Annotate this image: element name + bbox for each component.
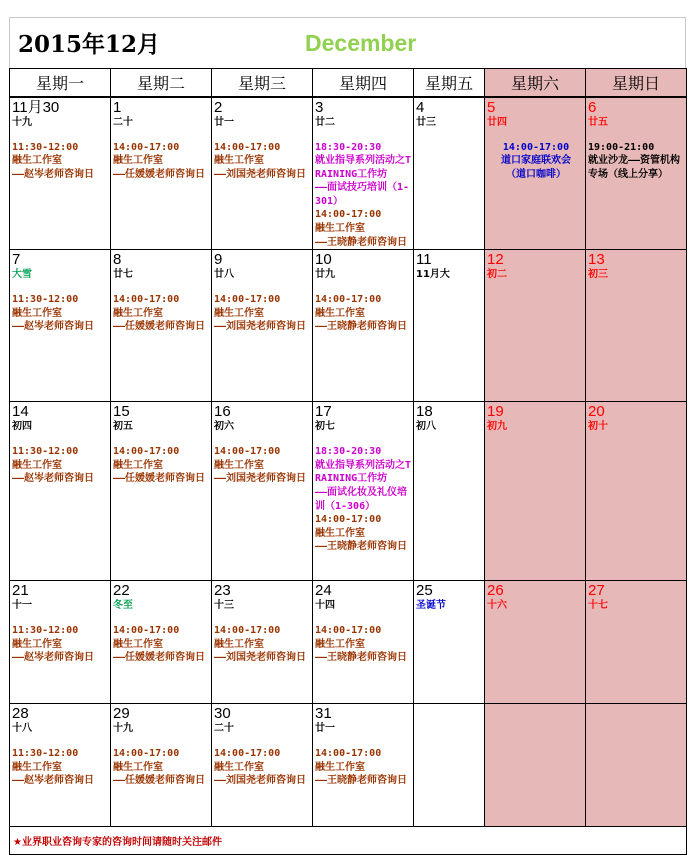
day-number: 15 bbox=[113, 403, 130, 421]
weekday-header: 星期五 bbox=[414, 69, 485, 97]
day-number: 11 bbox=[416, 251, 432, 269]
month-title-english: December bbox=[305, 30, 417, 56]
lunar-date: 初四 bbox=[12, 421, 32, 433]
lunar-date: 十四 bbox=[315, 600, 335, 612]
lunar-date: 十三 bbox=[214, 600, 234, 612]
lunar-date bbox=[588, 722, 686, 736]
day-number: 21 bbox=[12, 582, 29, 600]
day-cell[interactable] bbox=[212, 250, 313, 402]
event-text: 14:00-17:00 融生工作室 ——王晓静老师咨询日 bbox=[315, 514, 408, 553]
day-number: 4 bbox=[416, 98, 425, 116]
event-text: 18:30-20:30 就业指导系列活动之TRAINING工作坊 ——面试技巧培训（1-301） bbox=[315, 141, 412, 207]
day-cell[interactable] bbox=[111, 581, 212, 704]
week-row bbox=[10, 581, 687, 704]
day-number: 12 bbox=[487, 251, 504, 269]
day-cell[interactable] bbox=[111, 402, 212, 581]
day-cell[interactable] bbox=[313, 581, 414, 704]
day-number bbox=[416, 704, 484, 722]
day-cell[interactable] bbox=[586, 704, 687, 827]
event-text: 14:00-17:00 融生工作室 ——王晓静老师咨询日 bbox=[315, 625, 408, 664]
lunar-date: 初七 bbox=[315, 421, 335, 433]
event-text: 14:00-17:00 融生工作室 ——刘国尧老师咨询日 bbox=[214, 748, 307, 787]
day-number: 11月30 bbox=[12, 98, 60, 116]
day-number: 17 bbox=[315, 403, 332, 421]
lunar-date: 廿九 bbox=[315, 269, 335, 281]
day-number: 3 bbox=[315, 98, 324, 116]
weekday-header-row bbox=[10, 69, 687, 97]
lunar-date: 冬至 bbox=[113, 600, 133, 612]
day-number: 8 bbox=[113, 251, 122, 269]
event-text: 14:00-17:00 融生工作室 ——任媛媛老师咨询日 bbox=[113, 141, 206, 180]
day-cell[interactable] bbox=[313, 402, 414, 581]
day-number: 22 bbox=[113, 582, 130, 600]
event-text: 14:00-17:00 融生工作室 ——刘国尧老师咨询日 bbox=[214, 446, 307, 485]
event-text: 11:30-12:00 融生工作室 ——赵岑老师咨询日 bbox=[12, 625, 95, 664]
day-number: 14 bbox=[12, 403, 29, 421]
day-number: 23 bbox=[214, 582, 231, 600]
day-cell[interactable] bbox=[414, 402, 485, 581]
lunar-date: 十九 bbox=[113, 723, 133, 735]
weekday-header: 星期一 bbox=[10, 69, 111, 97]
lunar-date: 十七 bbox=[588, 600, 608, 612]
day-cell[interactable] bbox=[10, 581, 111, 704]
event-text: 14:00-17:00 融生工作室 ——刘国尧老师咨询日 bbox=[214, 141, 307, 180]
day-cell[interactable] bbox=[414, 581, 485, 704]
event-text: 14:00-17:00 融生工作室 ——任媛媛老师咨询日 bbox=[113, 625, 206, 664]
event-text: 11:30-12:00 融生工作室 ——赵岑老师咨询日 bbox=[12, 294, 95, 333]
day-cell[interactable] bbox=[414, 250, 485, 402]
day-number: 30 bbox=[214, 705, 231, 723]
lunar-date: 初二 bbox=[487, 269, 507, 281]
day-cell[interactable] bbox=[212, 581, 313, 704]
lunar-date: 廿五 bbox=[588, 116, 608, 128]
day-number: 28 bbox=[12, 705, 29, 723]
day-number: 27 bbox=[588, 582, 605, 600]
lunar-date: 初六 bbox=[214, 421, 234, 433]
lunar-date: 11月大 bbox=[416, 269, 450, 281]
day-cell[interactable] bbox=[485, 250, 586, 402]
event-text: 14:00-17:00 融生工作室 ——王晓静老师咨询日 bbox=[315, 209, 408, 248]
day-number: 5 bbox=[487, 98, 496, 116]
day-cell[interactable] bbox=[414, 704, 485, 827]
lunar-date: 十八 bbox=[12, 723, 32, 735]
lunar-date: 初五 bbox=[113, 421, 133, 433]
lunar-date bbox=[416, 722, 484, 736]
day-cell[interactable] bbox=[313, 250, 414, 402]
month-title-chinese: 2015年12月 bbox=[18, 31, 161, 58]
weekday-header: 星期日 bbox=[586, 69, 687, 97]
event-text: 14:00-17:00 融生工作室 ——任媛媛老师咨询日 bbox=[113, 294, 206, 333]
lunar-date: 圣诞节 bbox=[416, 600, 446, 612]
lunar-date: 廿八 bbox=[214, 269, 234, 281]
lunar-date: 二十 bbox=[214, 723, 234, 735]
day-number: 31 bbox=[315, 705, 332, 723]
weeks-body bbox=[10, 97, 687, 827]
day-number: 26 bbox=[487, 582, 504, 600]
day-number: 6 bbox=[588, 98, 597, 116]
event-text: 14:00-17:00 融生工作室 ——王晓静老师咨询日 bbox=[315, 748, 408, 787]
lunar-date: 十一 bbox=[12, 600, 32, 612]
day-cell[interactable] bbox=[111, 250, 212, 402]
event-text: 14:00-17:00 融生工作室 ——任媛媛老师咨询日 bbox=[113, 748, 206, 787]
day-cell[interactable] bbox=[313, 97, 414, 250]
lunar-date: 廿一 bbox=[214, 116, 234, 128]
event-text: 14:00-17:00 融生工作室 ——任媛媛老师咨询日 bbox=[113, 446, 206, 485]
lunar-date: 二十 bbox=[113, 116, 133, 128]
calendar-grid bbox=[9, 68, 687, 855]
day-cell[interactable] bbox=[111, 97, 212, 250]
week-row bbox=[10, 97, 687, 250]
day-cell[interactable] bbox=[586, 97, 687, 250]
day-cell[interactable] bbox=[586, 402, 687, 581]
lunar-date bbox=[487, 722, 585, 736]
day-number: 9 bbox=[214, 251, 223, 269]
day-number bbox=[588, 704, 686, 722]
day-cell[interactable] bbox=[485, 97, 586, 250]
event-text: 14:00-17:00 道口家庭联欢会 （道口咖啡） bbox=[501, 141, 571, 180]
day-number: 13 bbox=[588, 251, 605, 269]
event-text: 11:30-12:00 融生工作室 ——赵岑老师咨询日 bbox=[12, 748, 95, 787]
lunar-date: 廿四 bbox=[487, 116, 507, 128]
day-cell[interactable] bbox=[212, 97, 313, 250]
day-number: 19 bbox=[487, 403, 504, 421]
day-cell[interactable] bbox=[10, 704, 111, 827]
day-cell[interactable] bbox=[111, 704, 212, 827]
week-row bbox=[10, 402, 687, 581]
lunar-date: 十六 bbox=[487, 600, 507, 612]
lunar-date: 初九 bbox=[487, 421, 507, 433]
lunar-date: 廿三 bbox=[416, 116, 436, 128]
lunar-date: 十九 bbox=[12, 116, 32, 128]
footer-row bbox=[10, 827, 687, 855]
day-cell[interactable] bbox=[485, 402, 586, 581]
event-text: 18:30-20:30 就业指导系列活动之TRAINING工作坊 ——面试化妆及礼仪培训（1-306） bbox=[315, 446, 412, 512]
lunar-date: 廿七 bbox=[113, 269, 133, 281]
day-cell[interactable] bbox=[414, 97, 485, 250]
title-bar bbox=[9, 17, 686, 68]
event-text: 11:30-12:00 融生工作室 ——赵岑老师咨询日 bbox=[12, 141, 95, 180]
day-number: 18 bbox=[416, 403, 433, 421]
day-number bbox=[487, 704, 585, 722]
week-row bbox=[10, 250, 687, 402]
day-number: 25 bbox=[416, 582, 433, 600]
lunar-date: 廿一 bbox=[315, 723, 335, 735]
day-cell[interactable] bbox=[212, 704, 313, 827]
weekday-header: 星期六 bbox=[485, 69, 586, 97]
day-cell[interactable] bbox=[10, 402, 111, 581]
lunar-date: 初十 bbox=[588, 421, 608, 433]
calendar-sheet bbox=[9, 17, 686, 855]
event-text: 19:00-21:00 就业沙龙——资管机构专场（线上分享） bbox=[588, 141, 681, 180]
weekday-header: 星期二 bbox=[111, 69, 212, 97]
event-text: 14:00-17:00 融生工作室 ——刘国尧老师咨询日 bbox=[214, 625, 307, 664]
day-number: 20 bbox=[588, 403, 605, 421]
day-number: 1 bbox=[113, 98, 122, 116]
event-text: 11:30-12:00 融生工作室 ——赵岑老师咨询日 bbox=[12, 446, 95, 485]
day-cell[interactable] bbox=[485, 581, 586, 704]
event-text: 14:00-17:00 融生工作室 ——王晓静老师咨询日 bbox=[315, 294, 408, 333]
day-number: 2 bbox=[214, 98, 223, 116]
lunar-date: 初八 bbox=[416, 421, 436, 433]
day-cell[interactable] bbox=[586, 581, 687, 704]
day-number: 29 bbox=[113, 705, 130, 723]
day-cell[interactable] bbox=[586, 250, 687, 402]
day-cell[interactable] bbox=[313, 704, 414, 827]
week-row bbox=[10, 704, 687, 827]
day-number: 10 bbox=[315, 251, 332, 269]
day-number: 24 bbox=[315, 582, 332, 600]
day-cell[interactable] bbox=[10, 250, 111, 402]
lunar-date: 大雪 bbox=[12, 269, 32, 281]
day-cell[interactable] bbox=[485, 704, 586, 827]
lunar-date: 廿二 bbox=[315, 116, 335, 128]
day-number: 7 bbox=[12, 251, 21, 269]
day-cell[interactable] bbox=[10, 97, 111, 250]
day-number: 16 bbox=[214, 403, 231, 421]
lunar-date: 初三 bbox=[588, 269, 608, 281]
event-text: 14:00-17:00 融生工作室 ——刘国尧老师咨询日 bbox=[214, 294, 307, 333]
weekday-header: 星期三 bbox=[212, 69, 313, 97]
day-cell[interactable] bbox=[212, 402, 313, 581]
weekday-header: 星期四 bbox=[313, 69, 414, 97]
footer-note: ★业界职业咨询专家的咨询时间请随时关注邮件 bbox=[10, 827, 687, 855]
